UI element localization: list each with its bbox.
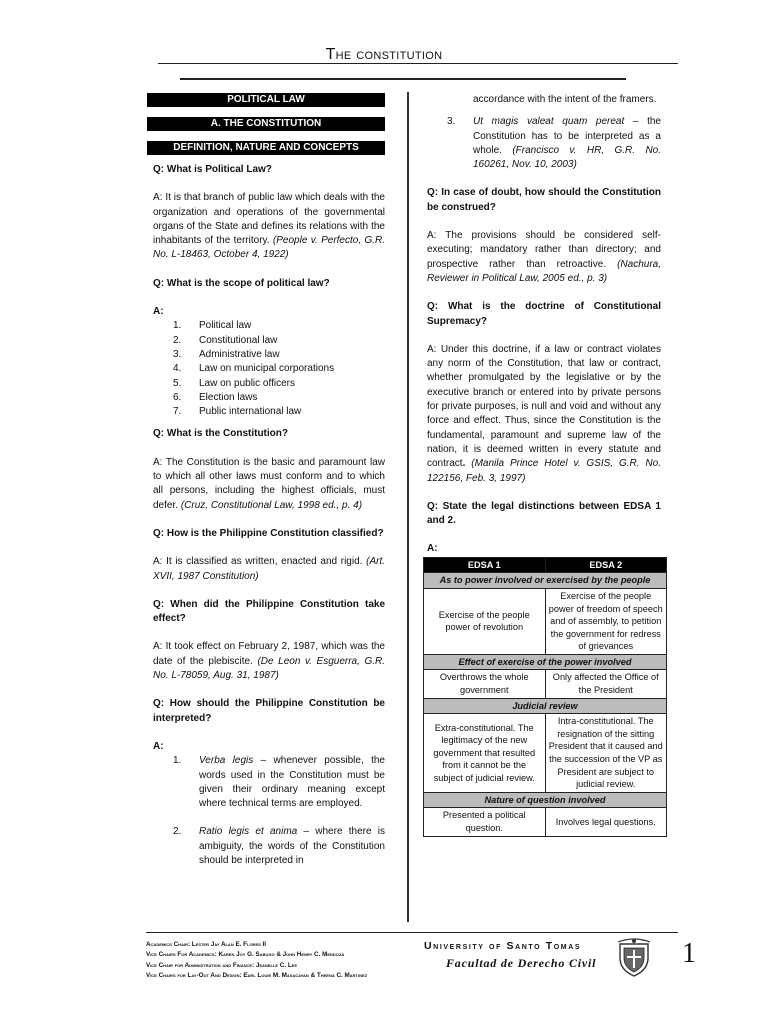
answer-supremacy: A: Under this doctrine, if a law or contract violates any norm of the Constitution, that law or contract, whether promulgated by the legislative or by the executive branch or entered into by private persons for private purposes, is null and void and without any force and effect. Thus, since the Constitution is the fundamental, paramount and supreme law of the nation, it is deemed written in every statute and contract. (Manila Prince Hotel v. GSIS, G.R. No. 122156, Feb. 3, 1997) (427, 343, 661, 484)
question-classified: Q: How is the Philippine Constitution classified? (153, 527, 384, 539)
section-header-constitution: A. THE CONSTITUTION (147, 117, 385, 131)
question-constitution: Q: What is the Constitution? (153, 428, 288, 440)
list-item: 4. Law on municipal corporations (173, 363, 335, 375)
table-cell: Presented a political question. (424, 808, 546, 836)
table-band: Judicial review (424, 698, 667, 714)
list-item: 2. Constitutional law (173, 334, 278, 346)
edsa-comparison-table (423, 557, 667, 837)
answer-label: A: (153, 306, 164, 318)
table-cell: Exercise of the people power of freedom of speech and of assembly, to petition the government for redress of grievances (545, 588, 667, 654)
question-doubt: Q: In case of doubt, how should the Constitution be construed? (427, 187, 661, 213)
section-header-definition: DEFINITION, NATURE AND CONCEPTS (147, 141, 385, 155)
question-political-law: Q: What is Political Law? (153, 164, 272, 175)
table-row (424, 714, 667, 793)
page-number: 1 (682, 938, 696, 969)
right-column (427, 93, 661, 837)
answer-label: A: (427, 543, 438, 555)
table-header-row (424, 557, 667, 573)
rule-verba-legis: 1. Verba legis – whenever possible, the words used in the Constitution must be given their ordinary meaning except where technical terms are employed. (173, 755, 385, 810)
citation: (Nachura, Reviewer in Political Law, 2005 ed., p. 3) (427, 258, 661, 284)
table-row (424, 808, 667, 836)
table-cell: Overthrows the whole government (424, 670, 546, 698)
list-item: 5. Law on public officers (173, 377, 295, 389)
citation: (People v. Perfecto, G.R. No. L-18463, October 4, 1922) (153, 235, 386, 261)
citation: (Manila Prince Hotel v. GSIS, G.R. No. 122156, Feb. 3, 1997) (427, 458, 661, 484)
table-header-edsa1: EDSA 1 (424, 557, 546, 573)
answer-classified: A: It is classified as written, enacted and rigid. (Art. XVII, 1987 Constitution) (153, 556, 385, 582)
citation: (Cruz, Constitutional Law, 1998 ed., p. 4) (180, 499, 363, 511)
table-cell: Extra-constitutional. The legitimacy of the new government that resulted from it cannot be the subject of judicial review. (424, 714, 546, 793)
answer-constitution: A: The Constitution is the basic and paramount law to which all other laws must conform and to which all persons, including the highest officials, must defer. (Cruz, Constitutional Law, 1998 ed., p. 4) (153, 456, 385, 511)
table-row (424, 588, 667, 654)
footer-rule (146, 932, 678, 933)
rule-ut-magis: 3. Ut magis valeat quam pereat – the Constitution has to be interpreted as a whole. (Francisco v. HR, G.R. No. 160261, Nov. 10, 2003) (447, 116, 662, 171)
header-rule-thick (180, 78, 626, 80)
table-cell: Involves legal questions. (545, 808, 667, 836)
list-item: 6. Election laws (173, 391, 258, 403)
answer-political-law: A: It is that branch of public law which deals with the organization and operations of the governmental organs of the State and defines its relations with the inhabitants of the territory. (People v. Perfecto, G.R. No. L-18463, October 4, 1922) (153, 192, 386, 261)
question-interpreted: Q: How should the Philippine Constitution be interpreted? (153, 698, 385, 724)
column-divider (407, 92, 409, 922)
rule-ratio-legis-continued: accordance with the intent of the framers. (473, 94, 657, 105)
list-item: 7. Public international law (173, 406, 302, 418)
left-column (153, 93, 385, 868)
table-band: Effect of exercise of the power involved (424, 654, 667, 670)
citation: (Art. XVII, 1987 Constitution) (153, 556, 385, 582)
table-header-edsa2: EDSA 2 (545, 557, 667, 573)
footer-credits: Academics Chair: Lester Jay Alan E. Flores II Vice Chairs For Academics: Karen Joy G. Sabugo & John Henry C. Mendoza Vice Chair for Administration and Finance: Jeanelle C. Lee Vice Chairs for Lay-Out And Design: Earl Louie M. Masacayan & Theena C. Martinez (146, 941, 368, 980)
page-footer (146, 932, 766, 1012)
university-name: University of Santo Tomas (424, 940, 582, 952)
faculty-name: Facultad de Derecho Civil (446, 956, 597, 970)
answer-doubt: A: The provisions should be considered self-executing; mandatory rather than directory; and prospective rather than retroactive. (Nachura, Reviewer in Political Law, 2005 ed., p. 3) (427, 230, 661, 284)
table-cell: Only affected the Office of the President (545, 670, 667, 698)
answer-label: A: (153, 740, 164, 752)
question-scope: Q: What is the scope of political law? (153, 277, 330, 289)
header-rule-thin (158, 63, 678, 64)
ust-seal-icon (616, 938, 652, 978)
table-cell: Intra-constitutional. The resignation of the sitting President that it caused and the succession of the VP as President are subject to judicial review. (545, 714, 667, 793)
page-header-title: The constitution (325, 46, 443, 63)
citation: (De Leon v. Esguerra, G.R. No. L-78059, Aug. 31, 1987) (153, 655, 386, 682)
rule-ratio-legis: 2. Ratio legis et anima – where there is ambiguity, the words of the Constitution should be interpreted in (173, 826, 385, 866)
table-band: Nature of question involved (424, 792, 667, 808)
question-take-effect: Q: When did the Philippine Constitution take effect? (153, 598, 385, 625)
question-edsa: Q: State the legal distinctions between EDSA 1 and 2. (427, 500, 661, 527)
list-item: 1. Political law (173, 320, 252, 332)
list-item: 3. Administrative law (173, 348, 280, 360)
table-band: As to power involved or exercised by the people (424, 573, 667, 589)
scope-list (173, 319, 385, 419)
table-cell: Exercise of the people power of revolution (424, 588, 546, 654)
table-row (424, 670, 667, 698)
question-supremacy: Q: What is the doctrine of Constitutional Supremacy? (427, 301, 661, 327)
answer-take-effect: A: It took effect on February 2, 1987, which was the date of the plebiscite. (De Leon v. Esguerra, G.R. No. L-78059, Aug. 31, 1987) (153, 641, 386, 682)
section-header-political-law: POLITICAL LAW (147, 93, 385, 107)
